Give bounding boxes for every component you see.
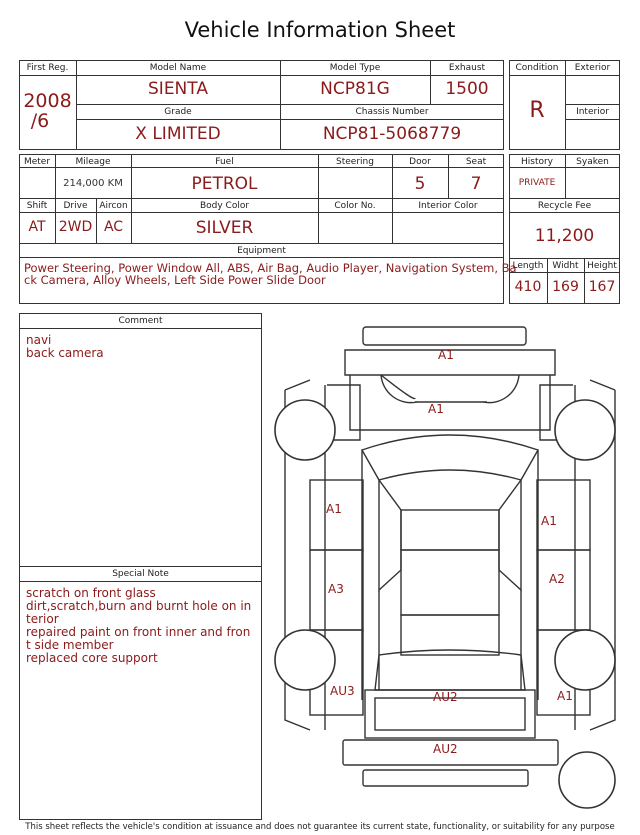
mark-front-bumper: A1 [438,348,454,362]
seat-label: Seat [465,157,487,167]
first-reg-month: /6 [30,110,50,132]
wheel-front-right [555,400,615,460]
chassis-number-label: Chassis Number [355,107,429,117]
first-reg-year: 2008 [23,90,72,112]
mark-right-front-fender: A1 [541,514,557,528]
front-bumper-shape [363,327,526,345]
spare-wheel [559,752,615,808]
fuel-label: Fuel [215,157,234,167]
grade-label: Grade [164,107,192,117]
exhaust-label: Exhaust [448,63,486,73]
meter-label: Meter [23,157,51,167]
exhaust-value: 1500 [445,79,489,99]
mileage-label: Mileage [75,157,111,167]
aircon-label: Aircon [99,201,128,211]
equipment-label: Equipment [237,246,286,256]
page-title: Vehicle Information Sheet [184,18,456,42]
special-note-line: t side member [26,638,114,652]
wheel-rear-right [555,630,615,690]
wheel-front-left [275,400,335,460]
door-label: Door [409,157,431,167]
syaken-label: Syaken [576,157,609,167]
aircon-value: AC [103,219,124,235]
mark-right-door: A2 [549,572,565,586]
exterior-label: Exterior [574,63,611,73]
model-type-label: Model Type [329,63,381,73]
special-note-line: terior [26,612,59,626]
color-no-label: Color No. [334,201,376,211]
equipment-line-2: ck Camera, Alloy Wheels, Left Side Power Slide Door [24,273,326,287]
height-value: 167 [588,279,616,295]
mark-left-rear: AU3 [330,684,355,698]
history-value: PRIVATE [518,178,556,188]
body-color-label: Body Color [199,201,250,211]
disclaimer-footer: This sheet reflects the vehicle's condition at issuance and does not guarantee its current state, functionality, or suitability for any purpose [25,822,615,832]
fuel-value: PETROL [191,174,258,194]
mark-roof-rear: AU2 [433,690,458,704]
equipment-line-1: Power Steering, Power Window All, ABS, Air Bag, Audio Player, Navigation System, Ba [24,261,517,275]
model-type-value: NCP81G [320,79,390,99]
wheel-rear-left [275,630,335,690]
special-note-line: repaired paint on front inner and fron [26,625,251,639]
drive-value: 2WD [58,219,93,235]
comment-line: navi [26,333,52,347]
first-reg-label: First Reg. [26,63,69,73]
condition-label: Condition [515,63,559,73]
comment-line: back camera [26,346,104,360]
shift-value: AT [28,219,46,235]
model-name-value: SIENTA [148,79,208,99]
comment-label: Comment [118,316,163,326]
interior-label: Interior [576,107,609,117]
special-note-line: replaced core support [26,651,158,665]
right-door-shape [537,550,590,630]
width-label: Widht [552,261,579,271]
comment-text [26,334,104,360]
roof-shape [401,510,499,550]
mark-left-door: A3 [328,582,344,596]
mark-right-rear: A1 [557,689,573,703]
model-name-label: Model Name [149,63,207,73]
special-note-label: Special Note [112,569,169,579]
length-value: 410 [514,279,542,295]
height-label: Height [587,261,617,271]
seat-value: 7 [470,174,482,194]
width-value: 169 [552,279,579,295]
recycle-fee-label: Recycle Fee [537,201,592,211]
mark-hood: A1 [428,402,444,416]
special-note-line: scratch on front glass [26,586,156,600]
length-label: Length [512,261,544,271]
door-value: 5 [414,174,426,194]
steering-label: Steering [336,157,374,167]
shift-label: Shift [26,201,48,211]
mark-left-front-fender: A1 [326,502,342,516]
drive-label: Drive [63,201,88,211]
condition-grade: R [529,98,545,123]
body-color-value: SILVER [195,218,254,238]
special-note-text [26,587,251,665]
chassis-number-value: NCP81-5068779 [322,124,462,144]
recycle-fee-value: 11,200 [534,226,595,246]
mileage-value: 214,000 KM [63,178,123,189]
special-note-line: dirt,scratch,burn and burnt hole on in [26,599,252,613]
mark-rear-bumper: AU2 [433,742,458,756]
grade-value: X LIMITED [135,124,221,144]
history-label: History [520,157,554,167]
interior-color-label: Interior Color [418,201,478,211]
